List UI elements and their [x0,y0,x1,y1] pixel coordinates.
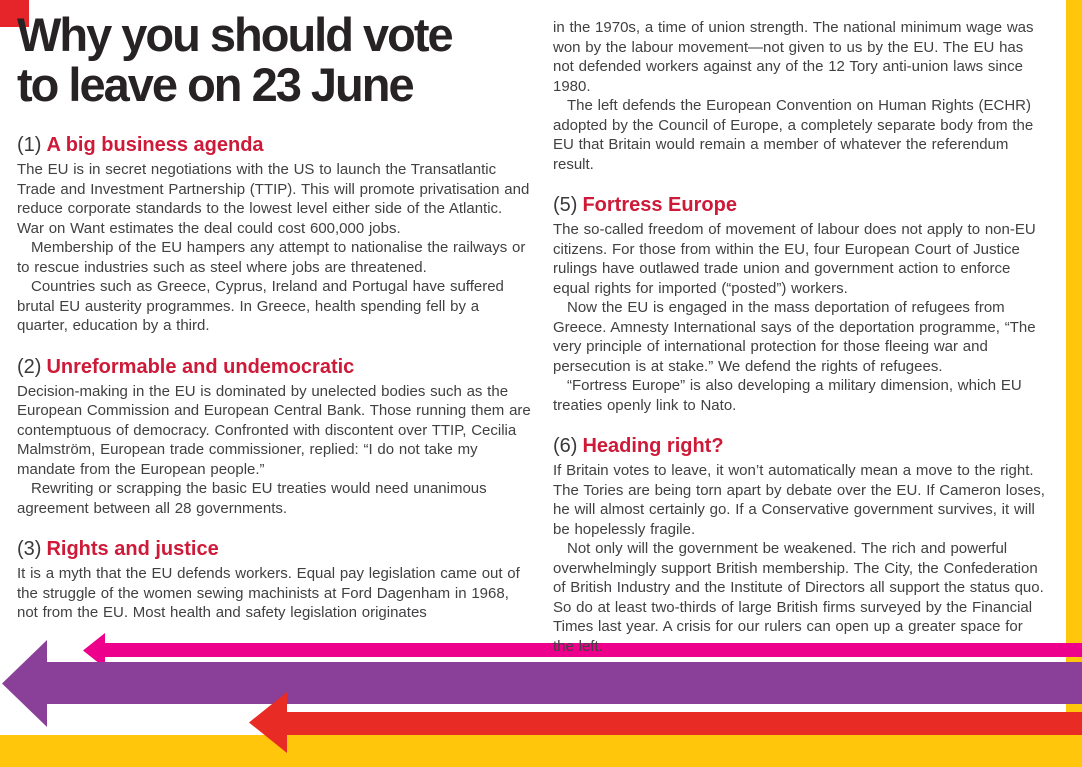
section-number: (6) [553,435,578,457]
paragraph: It is a myth that the EU defends workers. Equal pay legislation came out of the struggle of the women sewing machinists at Ford Dagenham in 1968, not from the EU. Most health and safety legislation originates [17,565,520,621]
bottom-yellow-bar [0,735,1082,767]
red-arrow-body [285,712,1082,735]
section-heading [17,134,533,156]
section-title: Rights and justice [46,538,219,560]
paragraph: Countries such as Greece, Cyprus, Ireland and Portugal have suffered brutal EU austerity programmes. In Greece, health spending fell by a quarter, education by a third. [17,278,504,334]
section-fortress-europe [553,194,1047,415]
paragraph: Membership of the EU hampers any attempt to nationalise the railways or to rescue industries such as steel where jobs are threatened. [17,239,526,276]
paragraph: “Fortress Europe” is also developing a military dimension, which EU treaties openly link to Nato. [553,377,1022,414]
section-unreformable-undemocratic [17,356,533,519]
section-rights-and-justice [17,538,533,623]
continuation-paragraph: in the 1970s, a time of union strength. The national minimum wage was won by the labour movement—not given to us by the EU. The EU has not defended workers against any of the 12 Tory anti-union laws since 1980. [553,19,1034,95]
section-title: Fortress Europe [582,194,737,216]
left-column [17,10,533,623]
paragraph: If Britain votes to leave, it won’t automatically mean a move to the right. The Tories are being torn apart by debate over the EU. If Cameron loses, he will almost certainly go. If a Conservative government survives, it will be hopelessly fragile. [553,462,1045,538]
section-heading [553,194,1047,216]
section-heading [17,538,533,560]
paragraph: The so-called freedom of movement of labour does not apply to non-EU citizens. For those from within the EU, four European Court of Justice rulings have outlawed trade union and government action to enforce equal rights for imported (“posted”) workers. [553,221,1036,297]
section-number: (5) [553,194,578,216]
paragraph: The EU is in secret negotiations with the US to launch the Transatlantic Trade and Investment Partnership (TTIP). This will promote privatisation and reduce corporate standards to the lowest level either side of the Atlantic. War on Want estimates the deal could cost 600,000 jobs. [17,161,530,237]
paragraph: Now the EU is engaged in the mass deportation of refugees from Greece. Amnesty International says of the deportation programme, “The very principle of international protection for those fleeing war and persecution is at stake.” We defend the rights of refugees. [553,299,1036,375]
continuation-paragraph: The left defends the European Convention on Human Rights (ECHR) adopted by the Council of Europe, a completely separate body from the EU that Britain would remain a member of whatever the referendum result. [553,97,1034,173]
right-column [553,18,1047,656]
page-title-line2: to leave on 23 June [17,58,413,111]
page-title [17,10,533,110]
page-title-line1: Why you should vote [17,8,452,61]
section-heading-right [553,435,1047,656]
section-number: (1) [17,134,42,156]
section-title: A big business agenda [46,134,264,156]
section-heading [17,356,533,378]
section-title: Heading right? [582,435,724,457]
purple-arrow-body [45,662,1082,704]
section-big-business-agenda [17,134,533,336]
section-title: Unreformable and undemocratic [46,355,355,378]
paragraph: Decision-making in the EU is dominated by unelected bodies such as the European Commission and European Central Bank. Those running them are contemptuous of democracy. Confronted with discontent over TTIP, Cecilia Malmström, European trade commissioner, replied: “I do not take my mandate from the European people.” [17,382,531,478]
section-number: (3) [17,538,42,560]
purple-arrow-head [2,640,47,727]
section-heading [553,435,1047,457]
paragraph: Not only will the government be weakened. The rich and powerful overwhelmingly support British membership. The City, the Confederation of British Industry and the Institute of Directors all support the status quo. So do at least two-thirds of large British firms surveyed by the Financial Times last year. A crisis for our rulers can open up a greater space for the left. [553,540,1044,655]
paragraph: Rewriting or scrapping the basic EU treaties would need unanimous agreement between all 28 governments. [17,480,487,517]
section-number: (2) [17,355,42,378]
